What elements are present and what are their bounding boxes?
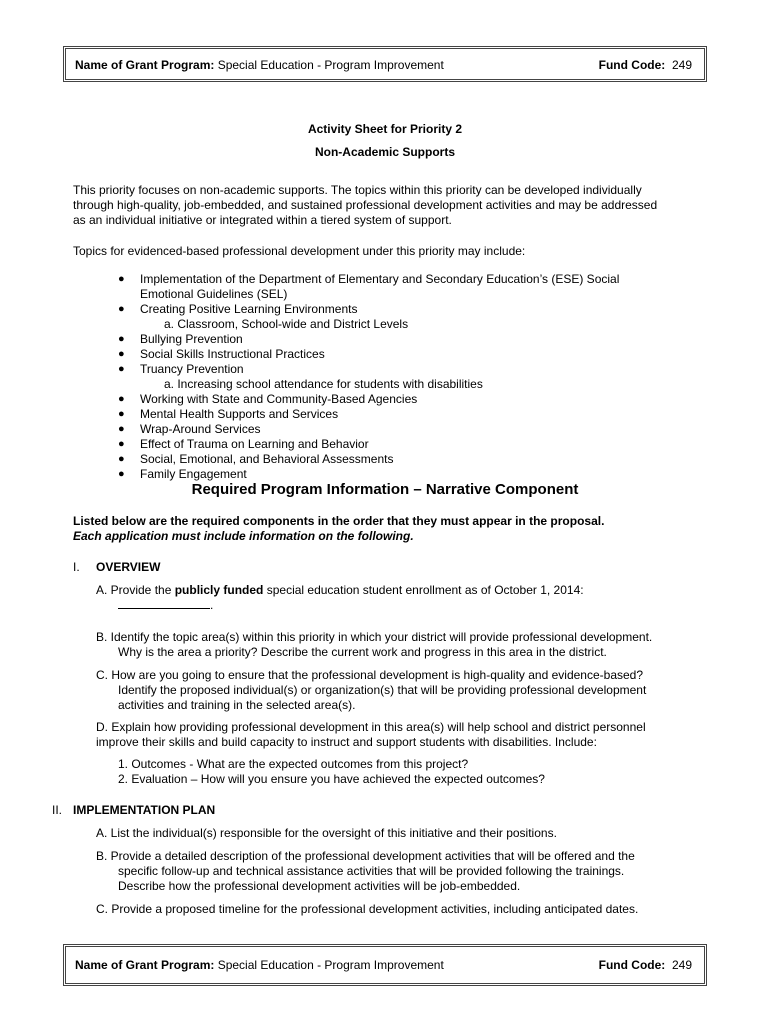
section-1-d-outcomes: 1. Outcomes - What are the expected outcomes from this project? [118, 757, 469, 771]
header-box-top [63, 46, 707, 82]
bullet-icon: ● [118, 303, 125, 315]
section-1-numeral: I. [73, 560, 80, 574]
topic-item-cont: Emotional Guidelines (SEL) [140, 287, 288, 301]
section-1-title: OVERVIEW [96, 560, 161, 574]
topic-item: Wrap-Around Services [140, 422, 261, 436]
bullet-icon: ● [118, 453, 125, 465]
topic-item: Bullying Prevention [140, 332, 243, 346]
fund-code: Fund Code: 249 [598, 58, 692, 72]
each-application-note: Each application must include information on the following. [73, 529, 414, 543]
section-1-item-a: A. Provide the publicly funded special education student enrollment as of October 1, 2014: [96, 583, 584, 597]
grant-program-name: Name of Grant Program: Special Education - Program Improvement [75, 58, 444, 72]
intro-line-2: through high-quality, job-embedded, and sustained professional development activities and may be addressed [73, 198, 658, 212]
bullet-icon: ● [118, 333, 125, 345]
topic-item: Mental Health Supports and Services [140, 407, 339, 421]
fund-code: Fund Code: 249 [598, 958, 692, 972]
section-1-item-c-cont: activities and training in the selected area(s). [118, 698, 356, 712]
intro-line-3: as an individual initiative or integrated within a tiered system of support. [73, 213, 452, 227]
section-1-item-b: B. Identify the topic area(s) within this priority in which your district will provide professional development. [96, 630, 653, 644]
section-1-item-b-cont: Why is the area a priority? Describe the current work and progress in this area in the district. [118, 645, 607, 659]
bullet-icon: ● [118, 348, 125, 360]
header-box-bottom [63, 944, 707, 986]
required-heading: Required Program Information – Narrative Component [191, 481, 579, 498]
section-2-item-c: C. Provide a proposed timeline for the professional development activities, including anticipated dates. [96, 902, 639, 916]
topic-subitem: a. Classroom, School-wide and District Levels [164, 317, 409, 331]
section-2-numeral: II. [52, 803, 63, 817]
section-1-item-d: D. Explain how providing professional development in this area(s) will help school and district personnel [96, 720, 646, 734]
grant-program-name: Name of Grant Program: Special Education - Program Improvement [75, 958, 444, 972]
page-subtitle: Non-Academic Supports [314, 145, 455, 159]
topic-subitem: a. Increasing school attendance for students with disabilities [164, 377, 483, 391]
topic-item: Family Engagement [140, 467, 247, 481]
topics-intro: Topics for evidenced-based professional development under this priority may include: [73, 244, 526, 258]
bullet-icon: ● [118, 468, 125, 480]
intro-line-1: This priority focuses on non-academic supports. The topics within this priority can be developed individually [73, 183, 642, 197]
topic-item: Social, Emotional, and Behavioral Assessments [140, 452, 394, 466]
listed-below-note: Listed below are the required components in the order that they must appear in the proposal. [73, 514, 605, 528]
topic-item: Effect of Trauma on Learning and Behavior [140, 437, 369, 451]
topic-item: Implementation of the Department of Elementary and Secondary Education’s (ESE) Social [140, 272, 620, 286]
section-1-d-evaluation: 2. Evaluation – How will you ensure you have achieved the expected outcomes? [118, 772, 545, 786]
topic-item: Creating Positive Learning Environments [140, 302, 358, 316]
bullet-icon: ● [118, 363, 125, 375]
section-2-item-b-cont: specific follow-up and technical assistance activities that will be provided following the trainings. [118, 864, 625, 878]
bullet-icon: ● [118, 273, 125, 285]
topic-item: Social Skills Instructional Practices [140, 347, 325, 361]
section-2-item-b-cont: Describe how the professional development activities will be job-embedded. [118, 879, 521, 893]
section-2-item-b: B. Provide a detailed description of the professional development activities that will be offered and the [96, 849, 635, 863]
topic-item: Working with State and Community-Based Agencies [140, 392, 418, 406]
section-1-item-d-cont: improve their skills and build capacity to instruct and support students with disabilities. Include: [96, 735, 597, 749]
section-1-item-c-cont: Identify the proposed individual(s) or organization(s) that will be providing professional development [118, 683, 647, 697]
enrollment-blank[interactable]: . [118, 597, 213, 612]
bullet-icon: ● [118, 393, 125, 405]
bullet-icon: ● [118, 438, 125, 450]
section-2-title: IMPLEMENTATION PLAN [73, 803, 216, 817]
topic-item: Truancy Prevention [140, 362, 244, 376]
section-1-item-c: C. How are you going to ensure that the professional development is high-quality and evidence-based? [96, 668, 644, 682]
bullet-icon: ● [118, 423, 125, 435]
page-title: Activity Sheet for Priority 2 [307, 122, 463, 136]
section-2-item-a: A. List the individual(s) responsible for the oversight of this initiative and their positions. [96, 826, 557, 840]
bullet-icon: ● [118, 408, 125, 420]
